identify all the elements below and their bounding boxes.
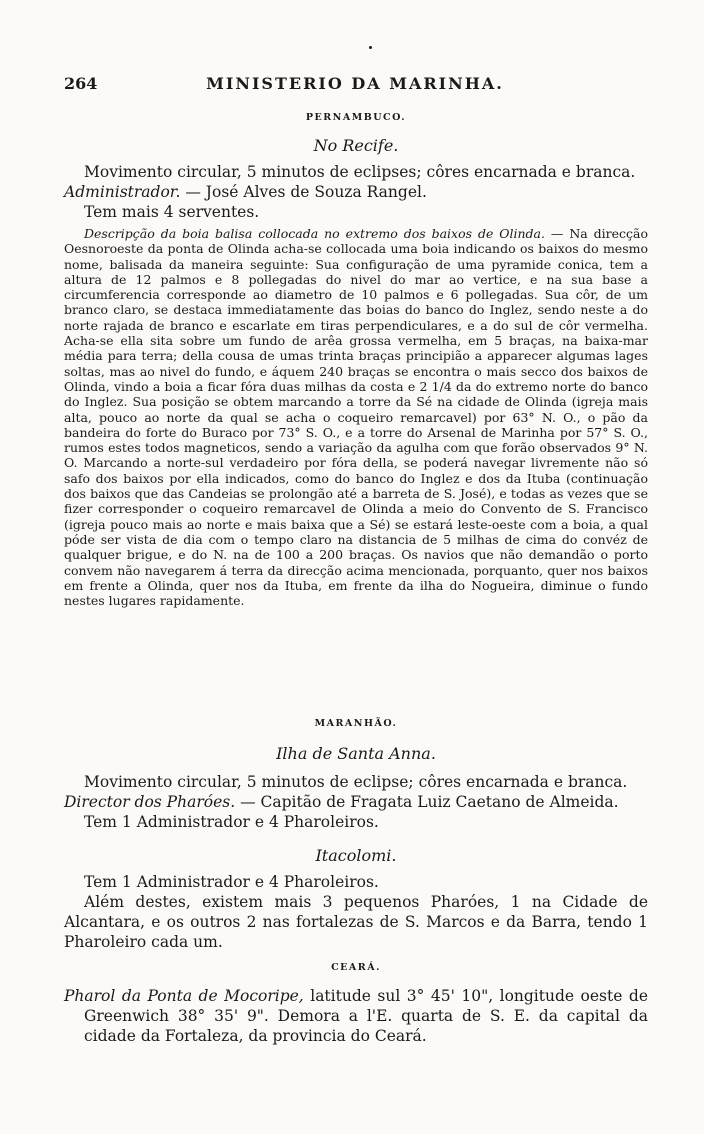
director-name: — Capitão de Fragata Luiz Caetano de Almeida. — [235, 793, 619, 811]
mocoripe-text: latitude sul 3° 45' 10", longitude oeste de Greenwich 38° 35' 9". Demora a l'E. quarta de S. E. da capital da cidade da Fortaleza, da provincia do Ceará. — [84, 987, 648, 1045]
administrator-line — [64, 182, 648, 202]
administrator-name: — José Alves de Souza Rangel. — [180, 183, 427, 201]
section-heading-maranhao: MARANHÃO. — [314, 718, 398, 729]
ceara-lighthouse-info — [64, 986, 648, 1046]
page-number: 264 — [64, 74, 98, 93]
page-header — [64, 74, 646, 100]
servants-line: Tem mais 4 serventes. — [84, 203, 260, 221]
itacolomi-info — [64, 872, 648, 952]
director-line — [64, 792, 648, 812]
location-recife: No Recife. — [313, 136, 399, 155]
mocoripe-label: Pharol da Ponta de Mocoripe, — [64, 987, 304, 1005]
maranhao-lighthouse-info — [64, 772, 648, 832]
maranhao-staff-line: Tem 1 Administrador e 4 Pharoleiros. — [84, 813, 379, 831]
mocoripe-paragraph — [64, 986, 648, 1046]
movement-line: Movimento circular, 5 minutos de eclipses; côres encarnada e branca. — [84, 163, 636, 181]
other-lighthouses-paragraph: Além destes, existem mais 3 pequenos Pharóes, 1 na Cidade de Alcantara, e os outros 2 nas fortalezas de S. Marcos e da Barra, tendo 1 Pharoleiro cada um. — [64, 893, 648, 951]
location-itacolomi: Itacolomi. — [315, 846, 397, 865]
itacolomi-staff-line: Tem 1 Administrador e 4 Pharoleiros. — [84, 873, 379, 891]
administrator-label: Administrador. — [64, 183, 181, 201]
section-heading-ceara: CEARÁ. — [331, 962, 381, 973]
print-speck — [369, 46, 372, 49]
buoy-description-paragraph — [64, 226, 648, 608]
buoy-description — [64, 226, 648, 608]
maranhao-movement-line: Movimento circular, 5 minutos de eclipse; côres encarnada e branca. — [84, 773, 628, 791]
section-heading-pernambuco: PERNAMBUCO. — [305, 112, 407, 123]
running-title: MINISTERIO DA MARINHA. — [206, 74, 504, 93]
director-label: Director dos Pharóes. — [64, 793, 236, 811]
location-santa-anna: Ilha de Santa Anna. — [276, 744, 436, 763]
buoy-description-text: — Na direcção Oesnoroeste da ponta de Olinda acha-se collocada uma boia indicando os baixos do mesmo nome, balisada da maneira seguinte: Sua configuração de uma pyramide conica, tem a altura de 12 palmos e 8 pollegadas do nivel do mar ao vertice, e na sua base a circumferencia corresponde ao diametro de 10 palmos e 6 pollegadas. Sua côr, de um branco claro, se destaca immediatamente das boias do banco do Inglez, sendo neste a do norte rajada de branco e escarlate em tiras perpendiculares, e a do sul de côr vermelha. Acha-se ella sita sobre um fundo de arêa grossa vermelha, em 5 braças, na baixa-mar média para terra; della cousa de umas trinta braças principião a apparecer algumas lages soltas, mas ao nivel do fundo, e áquem 240 braças se encontra o mais secco dos baixos de Olinda, vindo a boia a ficar fóra duas milhas da costa e 2 1/4 da do extremo norte do banco do Inglez. Sua posição se obtem marcando a torre da Sé na cidade de Olinda (igreja mais alta, pouco ao norte da qual se acha o coqueiro remarcavel) por 63° N. O., o pão da bandeira do forte do Buraco por 73° S. O., e a torre do Arsenal de Marinha por 57° S. O., rumos estes todos magneticos, sendo a variação da agulha com que forão observados 9° N. O. Marcando a norte-sul verdadeiro por fóra della, se poderá navegar livremente não só safo dos baixos por ella indicados, como do banco do Inglez e dos da Ituba (continuação dos baixos que das Candeias se prolongão até a barreta de S. José), e todas as vezes que se fizer corresponder o coqueiro remarcavel de Olinda a meio do Convento de S. Francisco (igreja pouco mais ao norte e mais baixa que a Sé) se estará leste-oeste com a boia, a qual póde ser vista de dia com o tempo claro na distancia de 5 milhas de cima do convéz de qualquer brigue, e do N. na de 100 a 200 braças. Os navios que não demandão o porto convem não navegarem á terra da direcção acima mencionada, porquanto, quer nos baixos em frente a Olinda, quer nos da Ituba, em frente da ilha do Nogueira, diminue o fundo nestes lugares rapidamente. — [64, 226, 648, 609]
buoy-description-title: Descripção da boia balisa collocada no extremo dos baixos de Olinda. — [84, 226, 545, 241]
pernambuco-lighthouse-info — [64, 162, 648, 222]
